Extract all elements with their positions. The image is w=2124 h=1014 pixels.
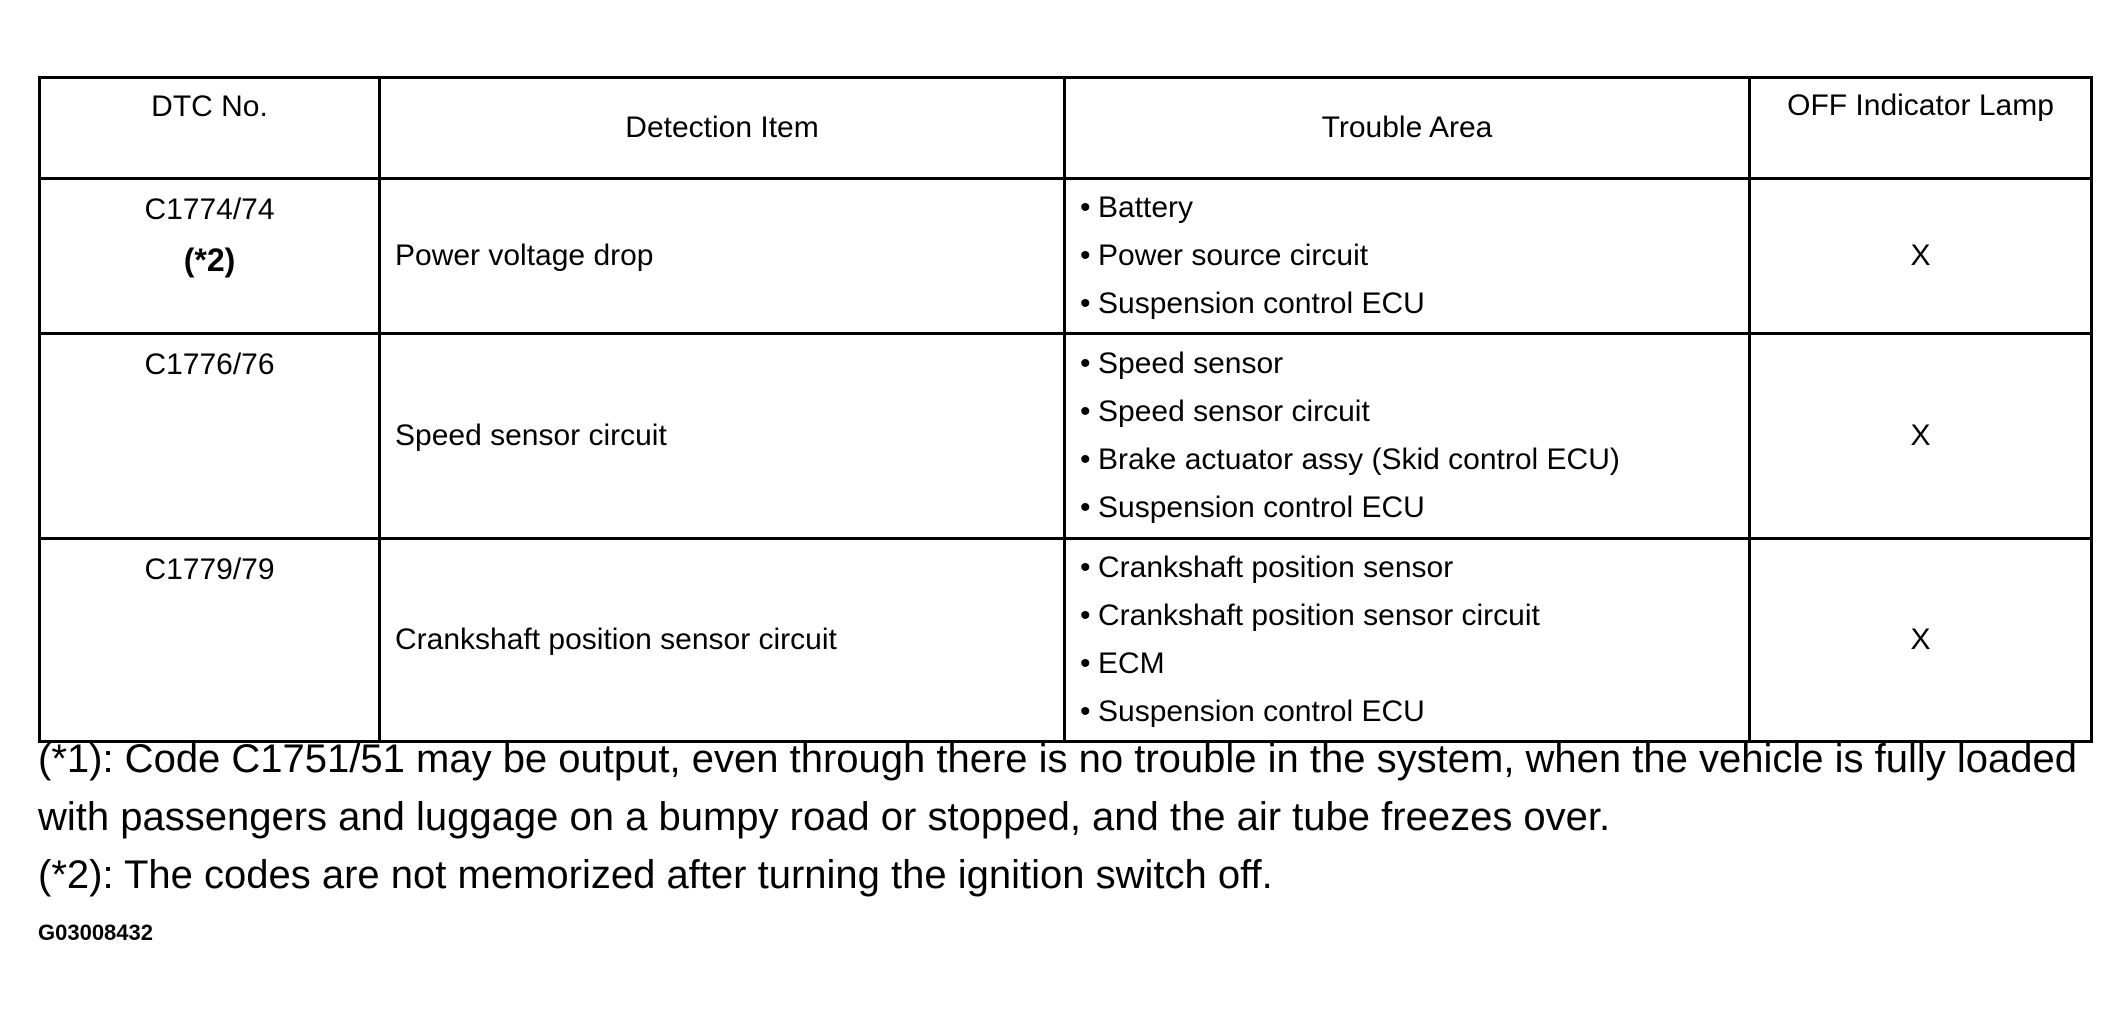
trouble-area-item xyxy=(1080,280,1748,328)
dtc-code-cell xyxy=(40,179,380,334)
trouble-area-item xyxy=(1080,640,1748,688)
header-dtc-no: DTC No. xyxy=(40,78,380,179)
footnote-1: (*1): Code C1751/51 may be output, even through there is no trouble in the system, when the vehicle is fully loaded with passengers and luggage on a bumpy road or stopped, and the air tube freezes over. xyxy=(38,737,2077,839)
trouble-area-cell xyxy=(1065,539,1750,742)
bullet-icon: • xyxy=(1080,443,1091,476)
dtc-code-cell xyxy=(40,539,380,742)
trouble-area-item xyxy=(1080,232,1748,280)
dtc-code: C1776/76 xyxy=(144,348,275,381)
trouble-area-list xyxy=(1080,184,1748,328)
table-row xyxy=(40,334,2092,539)
figure-id: G03008432 xyxy=(38,920,153,945)
bullet-icon: • xyxy=(1080,347,1091,380)
trouble-area-text: Battery xyxy=(1098,191,1194,224)
bullet-icon: • xyxy=(1080,695,1091,728)
bullet-icon: • xyxy=(1080,491,1091,524)
trouble-area-cell xyxy=(1065,334,1750,539)
trouble-area-item xyxy=(1080,544,1748,592)
detection-item-cell: Power voltage drop xyxy=(380,179,1065,334)
trouble-area-item xyxy=(1080,340,1748,388)
bullet-icon: • xyxy=(1080,395,1091,428)
trouble-area-text: Suspension control ECU xyxy=(1098,287,1425,320)
trouble-area-text: Crankshaft position sensor xyxy=(1098,551,1454,584)
bullet-icon: • xyxy=(1080,239,1091,272)
dtc-table xyxy=(38,76,2093,743)
trouble-area-text: Power source circuit xyxy=(1098,239,1369,272)
bullet-icon: • xyxy=(1080,191,1091,224)
trouble-area-text: Speed sensor circuit xyxy=(1098,395,1370,428)
detection-item-cell: Speed sensor circuit xyxy=(380,334,1065,539)
off-indicator-lamp-cell: X xyxy=(1750,334,2092,539)
table-header-row xyxy=(40,78,2092,179)
table-row xyxy=(40,179,2092,334)
trouble-area-text: Suspension control ECU xyxy=(1098,491,1425,524)
footnotes xyxy=(38,730,2118,904)
trouble-area-list xyxy=(1080,340,1748,532)
dtc-code: C1774/74 xyxy=(144,193,275,226)
header-detection-item: Detection Item xyxy=(380,78,1065,179)
trouble-area-item xyxy=(1080,592,1748,640)
trouble-area-item xyxy=(1080,184,1748,232)
trouble-area-item xyxy=(1080,388,1748,436)
bullet-icon: • xyxy=(1080,287,1091,320)
trouble-area-item xyxy=(1080,484,1748,532)
header-trouble-area: Trouble Area xyxy=(1065,78,1750,179)
dtc-code: C1779/79 xyxy=(144,553,275,586)
off-indicator-lamp-cell: X xyxy=(1750,539,2092,742)
bullet-icon: • xyxy=(1080,551,1091,584)
dtc-footnote-ref: (*2) xyxy=(183,242,236,278)
detection-item-cell: Crankshaft position sensor circuit xyxy=(380,539,1065,742)
dtc-code-cell xyxy=(40,334,380,539)
off-indicator-lamp-cell: X xyxy=(1750,179,2092,334)
table-row xyxy=(40,539,2092,742)
trouble-area-item xyxy=(1080,688,1748,736)
trouble-area-text: Brake actuator assy (Skid control ECU) xyxy=(1098,443,1620,476)
trouble-area-item xyxy=(1080,436,1748,484)
trouble-area-cell xyxy=(1065,179,1750,334)
trouble-area-text: Suspension control ECU xyxy=(1098,695,1425,728)
trouble-area-list xyxy=(1080,544,1748,736)
bullet-icon: • xyxy=(1080,599,1091,632)
bullet-icon: • xyxy=(1080,647,1091,680)
trouble-area-text: Speed sensor xyxy=(1098,347,1284,380)
trouble-area-text: ECM xyxy=(1098,647,1165,680)
footnote-2: (*2): The codes are not memorized after turning the ignition switch off. xyxy=(38,853,1273,897)
header-off-indicator-lamp: OFF Indicator Lamp xyxy=(1750,78,2092,179)
trouble-area-text: Crankshaft position sensor circuit xyxy=(1098,599,1540,632)
